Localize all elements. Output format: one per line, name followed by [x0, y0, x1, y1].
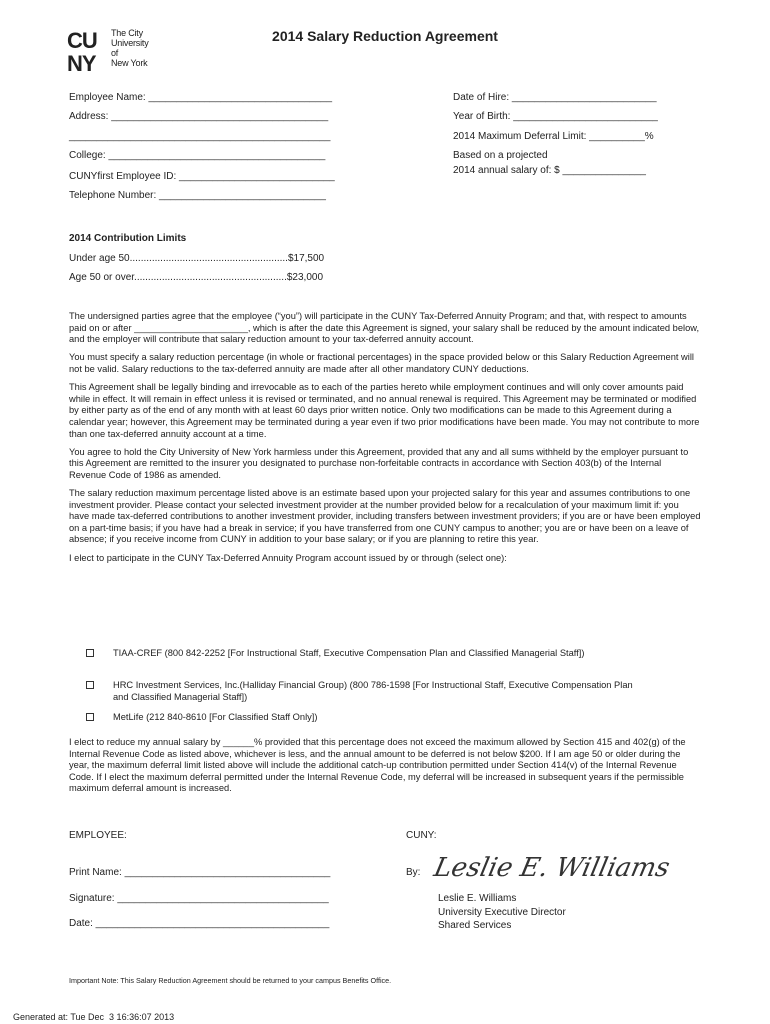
employee-label: EMPLOYEE: [69, 830, 127, 841]
by-label: By: [406, 867, 421, 878]
option-hrc [86, 680, 646, 704]
projected-salary-field[interactable]: 2014 annual salary of: $ _______________ [453, 165, 646, 176]
checkbox[interactable] [86, 681, 94, 689]
important-note: Important Note: This Salary Reduction Agreement should be returned to your campus Benefits Office. [69, 976, 392, 985]
signer-name: Leslie E. Williams [438, 893, 517, 904]
paragraph: You agree to hold the City University of New York harmless under this Agreement, provided that any and all sums withheld by the employer pursuant to this Agreement are remitted to the insurer you designated to purchase non-forfeitable contracts in accordance with Section 403(b) of the Internal Revenue Code of 1986 as amended. [69, 446, 689, 480]
election-paragraph: I elect to reduce my annual salary by ______% provided that this percentage does not exceed the maximum allowed by Section 415 and 402(g) of the Internal Revenue Code as listed above, whichever is less, and the annual amount to be deferred is not below $200. If I am age 50 or older during the year, the maximum deferral limit listed above will include the additional catch-up contribution permitted under Section 414(v) of the Internal Revenue Code. If I elect the maximum deferral permitted under the Internal Revenue Code, my deferral will be increased in subsequent years if the permissible maximum deferral amount is increased. [69, 737, 686, 794]
print-name-field[interactable]: Print Name: _____________________________________ [69, 867, 331, 878]
option-label: HRC Investment Services, Inc.(Halliday Financial Group) (800 786-1598 [For Instructional Staff, Executive Compensation Plan and Classified Managerial Staff]) [113, 680, 633, 702]
limit-under-50: Under age 50.........................................................$17,500 [69, 253, 325, 264]
paragraph: The salary reduction maximum percentage listed above is an estimate based upon your projected salary for this year and assumes contributions to one investment provider. Please contact your selected investment provider at the number provided below for a recalculation of your maximum limit if: you have made tax-deferred contributions to another investment provider, including transfers between investment providers; if you are or have been employed on a part-time basis; if you have had a break in service; if you have transferred from one CUNY campus to another; you are or have been on a leave of absence; if you receive income from CUNY in addition to your base salary; or if you are planning to retire this year. [69, 488, 701, 545]
signer-title: University Executive Director [438, 907, 566, 918]
checkbox[interactable] [86, 649, 94, 657]
logo-line: The City [111, 28, 143, 38]
address-field[interactable]: Address: _______________________________________ [69, 111, 329, 122]
date-field[interactable]: Date: __________________________________________ [69, 918, 330, 929]
paragraph: This Agreement shall be legally binding and irrevocable as to each of the parties hereto while employment continues and will only cover amounts paid while in effect. It will remain in effect unless it is revised or terminated, and no annual renewal is required. This Agreement may be terminated or modified by either party as of the end of any month with at least 60 days prior written notice. Only two modifications can be made to this Agreement during a calendar year; however, this Agreement may be terminated during a year even if two prior modifications have been made. You may not contribute to more than one tax-deferred annuity account at a time. [69, 382, 700, 439]
logo-line: New York [111, 58, 148, 68]
telephone-field[interactable]: Telephone Number: ______________________________ [69, 190, 326, 201]
signature-script: Leslie E. Williams [431, 853, 673, 883]
paragraph: I elect to participate in the CUNY Tax-Deferred Annuity Program account issued by or through (select one): [69, 552, 507, 563]
limits-heading: 2014 Contribution Limits [69, 233, 187, 244]
page-title: 2014 Salary Reduction Agreement [272, 28, 498, 44]
address-line-2-field[interactable]: _______________________________________________ [69, 131, 331, 142]
agreement-body [69, 311, 701, 571]
logo-mark-top: CU [67, 28, 97, 53]
option-label: TIAA-CREF (800 842-2252 [For Instructional Staff, Executive Compensation Plan and Classified Managerial Staff]) [113, 648, 585, 658]
projected-salary-label: Based on a projected [453, 150, 548, 161]
option-metlife [86, 712, 646, 724]
year-of-birth-field[interactable]: Year of Birth: __________________________ [453, 111, 658, 122]
signature-field[interactable]: Signature: ______________________________________ [69, 893, 329, 904]
generated-timestamp: Generated at: Tue Dec 3 16:36:07 2013 [13, 1012, 175, 1022]
max-deferral-field[interactable]: 2014 Maximum Deferral Limit: __________% [453, 131, 654, 142]
logo-mark-bottom: NY [67, 51, 96, 76]
signer-department: Shared Services [438, 920, 512, 931]
logo-line: of [111, 48, 119, 58]
paragraph: The undersigned parties agree that the employee (“you”) will participate in the CUNY Tax-Deferred Annuity Program; and that, with respect to amounts paid on or after ______________________, which is after the date this Agreement is signed, your salary shall be reduced by the amount indicated below, and the employer will contribute that salary reduction amount to your tax-deferred annuity account. [69, 311, 700, 345]
limit-over-50: Age 50 or over.......................................................$23,000 [69, 272, 323, 283]
college-field[interactable]: College: _______________________________________ [69, 150, 326, 161]
paragraph: You must specify a salary reduction percentage (in whole or fractional percentages) in the space provided below or this Salary Reduction Agreement will not be valid. Salary reductions to the tax-deferred annuity are made after all other mandatory CUNY deductions. [69, 352, 694, 374]
signature-image [431, 842, 673, 890]
option-tiaa-cref [86, 648, 646, 672]
checkbox[interactable] [86, 713, 94, 721]
option-label: MetLife (212 840-8610 [For Classified Staff Only]) [113, 712, 318, 722]
date-of-hire-field[interactable]: Date of Hire: __________________________ [453, 92, 657, 103]
logo-line: University [111, 38, 149, 48]
cuny-label: CUNY: [406, 830, 437, 841]
cunyfirst-id-field[interactable]: CUNYfirst Employee ID: ____________________________ [69, 171, 335, 182]
handwritten-signature [431, 842, 673, 893]
employee-name-field[interactable]: Employee Name: _________________________________ [69, 92, 333, 103]
